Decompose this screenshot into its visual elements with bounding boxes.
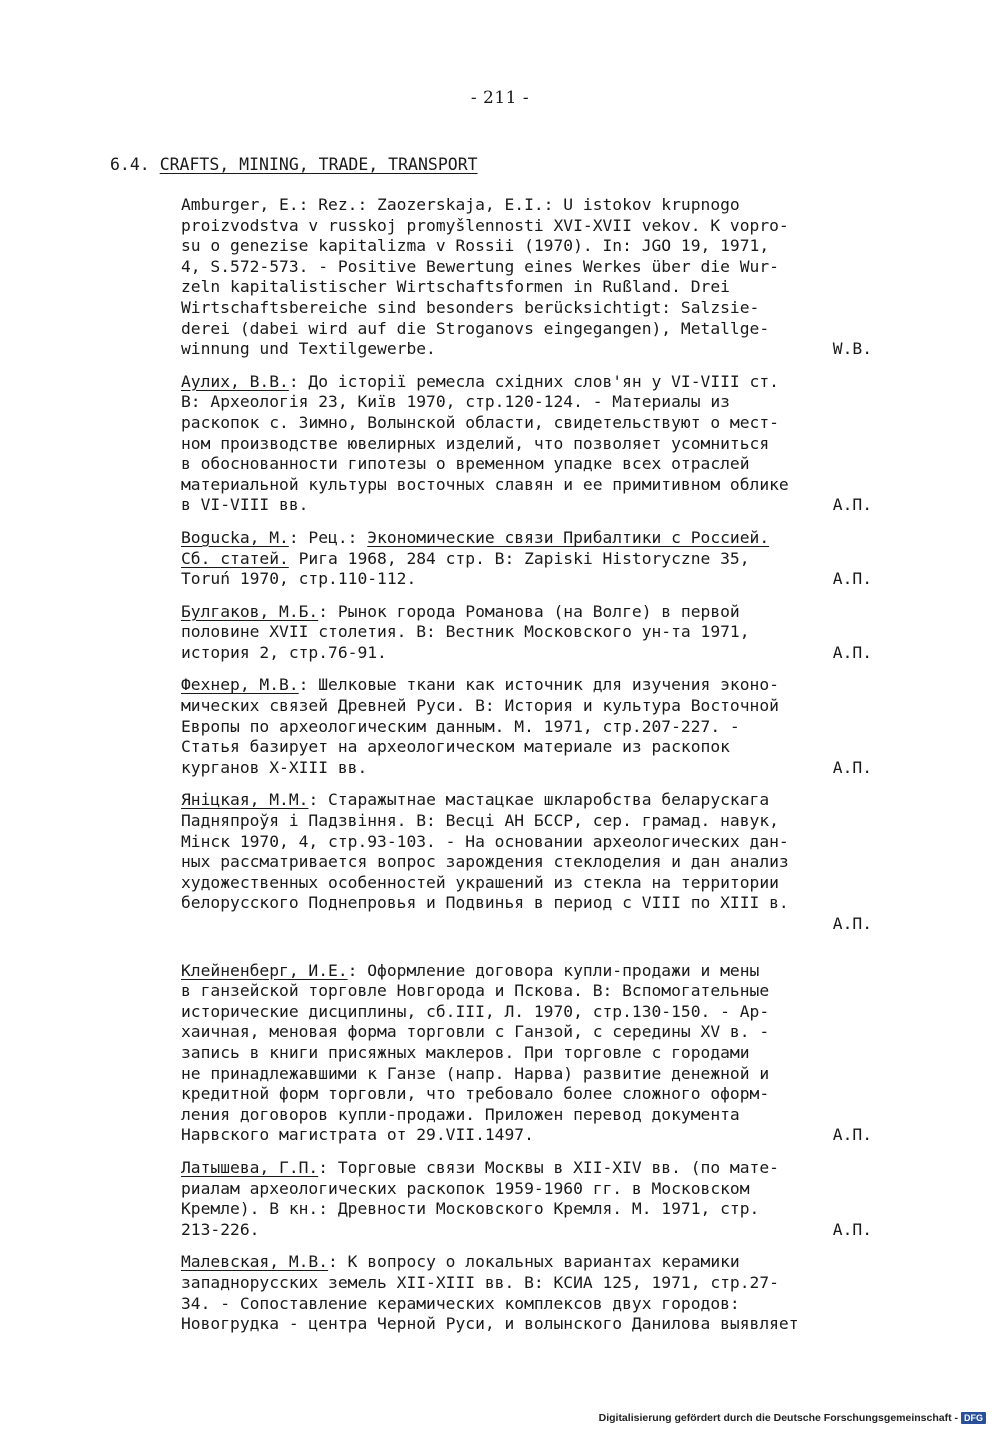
entry-line: Мінск 1970, 4, стр.93-103. - На основании археологических дан-	[181, 831, 789, 851]
entry-first-line	[181, 790, 916, 811]
entry-author: Булгаков, М.Б.	[181, 601, 319, 621]
entry-text: : К вопросу о локальных вариантах керамики	[328, 1252, 740, 1272]
entry-text: : Торговые связи Москвы в XII-XIV вв. (по мате-	[318, 1157, 779, 1177]
entry-line: в ганзейской торговле Новгорода и Пскова. В: Вспомогательные	[181, 981, 770, 1001]
entry-text: winnung und Textilgewerbe.	[181, 339, 436, 359]
entry-aulikh	[181, 372, 916, 516]
section-heading	[110, 155, 478, 174]
reviewer-signature: А.П.	[832, 1219, 872, 1239]
dfg-logo: DFG	[961, 1412, 986, 1424]
entry-fekhner	[181, 675, 916, 778]
page-number: - 211 -	[470, 88, 530, 108]
entry-line: не принадлежавшими к Ганзе (напр. Нарва) развитие денежной и	[181, 1063, 770, 1083]
entry-author: Аулих, В.В.	[181, 371, 289, 391]
entry-line: белорусского Поднепровья и Подвинья в период с VIII по XIII в.	[181, 893, 789, 913]
reviewer-signature: А.П.	[832, 495, 872, 515]
entry-line: ных рассматривается вопрос зарождения стеклоделия и дан анализ	[181, 852, 789, 872]
entry-line: ления договоров купли-продажи. Приложен перевод документа	[181, 1104, 740, 1124]
entry-line: proizvodstva v russkoj promyšlennosti XVI-XVII vekov. K vopro-	[181, 215, 789, 235]
entry-line: хаичная, меновая форма торговли с Ганзой, с середины XV в. -	[181, 1022, 770, 1042]
entry-line: Европы по археологическим данным. М. 1971, стр.207-227. -	[181, 716, 740, 736]
entry-text: Нарвского магистрата от 29.VII.1497.	[181, 1125, 534, 1145]
entry-text: : Старажытнае мастацкае шкларобства беларускага	[308, 790, 770, 810]
entry-yanitskaya	[181, 790, 916, 934]
entry-line: su o genezise kapitalizma v Rossii (1970). In: JGO 19, 1971,	[181, 236, 770, 256]
entry-line: материальной культуры восточных славян и ее примитивном облике	[181, 474, 789, 494]
reviewer-signature: А.П.	[832, 914, 872, 933]
entry-latysheva	[181, 1158, 916, 1240]
entry-text: курганов X-XIII вв.	[181, 757, 368, 777]
entry-author: Малевская, М.В.	[181, 1252, 329, 1272]
entry-line: риалам археологических раскопок 1959-1960 гг. в Московском	[181, 1178, 750, 1198]
entry-line: Статья базирует на археологическом материале из раскопок	[181, 737, 730, 757]
entry-last-line	[181, 643, 916, 664]
entry-line: Падняпроўя і Падзвіння. В: Весці АН БССР, сер. грамад. навук,	[181, 811, 779, 831]
entry-text: : Оформление договора купли-продажи и мены	[347, 960, 760, 980]
entry-last-line	[181, 1125, 916, 1146]
entry-line: раскопок с. Зимно, Волынской области, свидетельствуют о мест-	[181, 412, 779, 432]
section-number: 6.4.	[110, 155, 150, 174]
entry-last-line	[181, 1220, 916, 1241]
entry-line: кредитной форм торговли, что требовало более сложного оформ-	[181, 1084, 770, 1104]
entry-line: В: Археологія 23, Київ 1970, стр.120-124. - Материалы из	[181, 392, 730, 412]
entry-first-line	[181, 602, 916, 623]
entry-text: : Шелковые ткани как источник для изучения эконо-	[298, 675, 779, 695]
footer-text: Digitalisierung gefördert durch die Deutsche Forschungsgemeinschaft -	[598, 1412, 958, 1424]
entry-malevskaya	[181, 1252, 916, 1334]
entry-line: derei (dabei wird auf die Stroganovs eingegangen), Metallge-	[181, 318, 770, 338]
entry-text: в VI-VIII вв.	[181, 495, 309, 515]
entry-text: Toruń 1970, стр.110-112.	[181, 569, 417, 589]
entry-author: Латышева, Г.П.	[181, 1157, 319, 1177]
entry-first-line	[181, 372, 916, 393]
entry-line: западнорусских земель XII-XIII вв. В: КСИА 125, 1971, стр.27-	[181, 1272, 779, 1292]
entry-author: Bogucka, M.	[181, 527, 289, 547]
entry-line: Новогрудка - центра Черной Руси, и волынского Данилова выявляет	[181, 1314, 799, 1334]
reviewer-signature: А.П.	[832, 757, 872, 777]
entry-author: Клейненберг, И.Е.	[181, 960, 348, 980]
entry-last-line	[181, 339, 916, 360]
entry-text: : До історії ремесла східних слов'ян у VI-VIII ст.	[288, 371, 779, 391]
entry-line: запись в книги присяжных маклеров. При торговле с городами	[181, 1042, 750, 1062]
entry-line: исторические дисциплины, сб.III, Л. 1970, стр.130-150. - Ар-	[181, 1001, 770, 1021]
entry-last-line	[181, 495, 916, 516]
footer-credit	[599, 1412, 986, 1424]
entry-line: 4, S.572-573. - Positive Bewertung eines Werkes über die Wur-	[181, 256, 779, 276]
entry-bulgakov	[181, 602, 916, 664]
entry-line: художественных особенностей украшений из стекла на территории	[181, 872, 779, 892]
entry-line: половине XVII столетия. В: Вестник Московского ун-та 1971,	[181, 622, 750, 642]
entry-bogucka	[181, 528, 916, 590]
entry-line: zeln kapitalistischer Wirtschaftsformen in Rußland. Drei	[181, 277, 730, 297]
spacer	[181, 947, 916, 961]
entry-last-line	[181, 758, 916, 779]
entry-line: в обоснованности гипотезы о временном упадке всех отраслей	[181, 454, 750, 474]
reviewer-signature: А.П.	[832, 569, 872, 589]
entry-line: мических связей Древней Руси. В: История и культура Восточной	[181, 696, 779, 716]
reviewer-signature: А.П.	[832, 1125, 872, 1145]
entry-line: 34. - Сопоставление керамических комплексов двух городов:	[181, 1293, 740, 1313]
entry-last-line	[181, 569, 916, 590]
entry-line: Wirtschaftsbereiche sind besonders berücksichtigt: Salzsie-	[181, 297, 760, 317]
entry-underlined-title: Сб. статей.	[181, 548, 289, 568]
entry-text: 213-226.	[181, 1219, 260, 1239]
entry-text: : Рынок города Романова (на Волге) в первой	[318, 601, 740, 621]
entry-line	[181, 549, 916, 570]
entry-kleinenberg	[181, 961, 916, 1146]
entry-first-line	[181, 675, 916, 696]
entry-line: ном производстве ювелирных изделий, что позволяет усомниться	[181, 433, 770, 453]
entry-amburger	[181, 195, 916, 360]
entry-first-line	[181, 1252, 916, 1273]
entry-text: : Рец.:	[288, 527, 368, 547]
entry-line: Кремле). В кн.: Древности Московского Кремля. М. 1971, стр.	[181, 1199, 760, 1219]
entry-author: Яніцкая, М.М.	[181, 790, 309, 810]
entry-first-line	[181, 1158, 916, 1179]
reviewer-signature: А.П.	[832, 642, 872, 662]
entry-line: Amburger, E.: Rez.: Zaozerskaja, E.I.: U istokov krupnogo	[181, 195, 740, 214]
entry-text: Рига 1968, 284 стр. В: Zapiski Historyczne 35,	[288, 548, 750, 568]
entry-first-line	[181, 528, 916, 549]
entry-text: история 2, стр.76-91.	[181, 642, 387, 662]
bibliography-entries	[181, 195, 916, 1347]
entry-first-line	[181, 961, 916, 982]
entry-author: Фехнер, М.В.	[181, 675, 299, 695]
section-title: CRAFTS, MINING, TRADE, TRANSPORT	[159, 155, 478, 174]
reviewer-signature: W.B.	[832, 339, 872, 359]
entry-underlined-title: Экономические связи Прибалтики с Россией.	[367, 527, 770, 547]
